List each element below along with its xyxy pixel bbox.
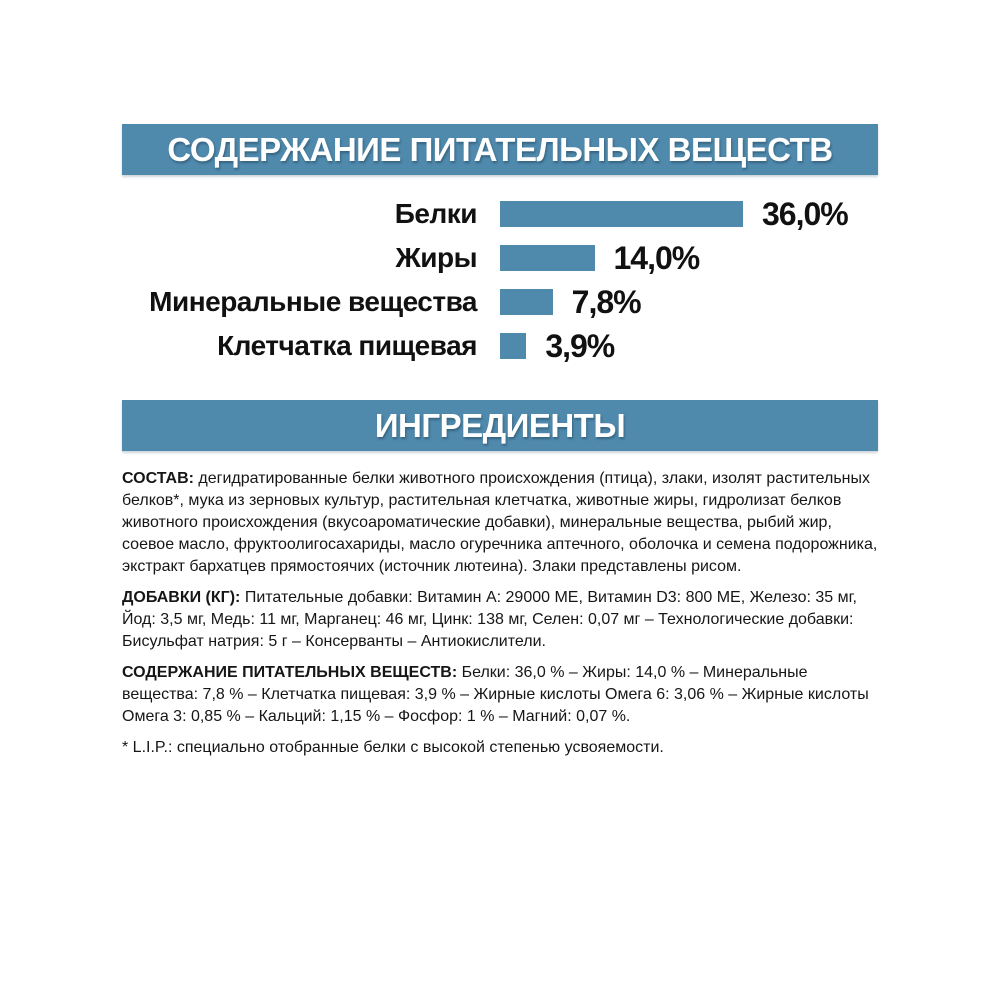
bar-value: 7,8% — [571, 283, 641, 320]
nutrients-section-header — [122, 124, 878, 175]
additives-body: Питательные добавки: Витамин A: 29000 МЕ, Витамин D3: 800 МЕ, Железо: 35 мг, Йод: 3,5 мг, Медь: 11 мг, Марганец: 46 мг, Цинк: 138 мг, Селен: 0,07 мг – Технологические добавки: Бисульфат натрия: 5 г – Консерванты – Антиокислители. — [122, 589, 857, 650]
ingredients-section-header — [122, 400, 878, 451]
bar-value: 36,0% — [762, 195, 848, 232]
lip-footnote — [122, 737, 878, 759]
bar-label: Белки — [394, 198, 477, 229]
bar-label: Минеральные вещества — [149, 286, 477, 317]
nutrient-bar-chart — [122, 192, 878, 368]
bar-label: Клетчатка пищевая — [217, 330, 477, 361]
composition-body: дегидратированные белки животного происхождения (птица), злаки, изолят растительных белков*, мука из зерновых культур, растительная клетчатка, животные жиры, гидролизат белков животного происхождения (вкусоароматические добавки), минеральные вещества, рыбий жир, соевое масло, фруктоолигосахариды, масло огуречника аптечного, оболочка и семена подорожника, экстракт бархатцев прямостоячих (источник лютеина). Злаки представлены рисом. — [122, 470, 878, 575]
chart-row-proteins — [122, 192, 878, 236]
bar-value: 14,0% — [613, 239, 700, 276]
additives-lead: ДОБАВКИ (КГ): — [122, 589, 241, 606]
chart-row-fiber — [122, 324, 878, 368]
lip-footnote-body: * L.I.P.: специально отобранные белки с высокой степенью усвояемости. — [122, 739, 664, 756]
chart-row-fats — [122, 236, 878, 280]
bar-minerals — [500, 289, 553, 315]
nutrient-content-body: Белки: 36,0 % – Жиры: 14,0 % – Минеральные вещества: 7,8 % – Клетчатка пищевая: 3,9 % – Жирные кислоты Омега 6: 3,06 % – Жирные кислоты Омега 3: 0,85 % – Кальций: 1,15 % – Фосфор: 1 % – Магний: 0,07 %. — [122, 664, 869, 725]
ingredients-section-title: ИНГРЕДИЕНТЫ — [374, 406, 626, 444]
bar-fats — [500, 245, 595, 271]
bar-value: 3,9% — [545, 327, 615, 364]
composition-paragraph — [122, 468, 878, 578]
bar-fiber — [500, 333, 526, 359]
nutrients-section-title: СОДЕРЖАНИЕ ПИТАТЕЛЬНЫХ ВЕЩЕСТВ — [167, 130, 833, 168]
bar-label: Жиры — [395, 242, 477, 273]
bar-proteins — [500, 201, 743, 227]
nutrient-content-paragraph — [122, 662, 878, 728]
nutrient-content-lead: СОДЕРЖАНИЕ ПИТАТЕЛЬНЫХ ВЕЩЕСТВ: — [122, 664, 458, 681]
chart-row-minerals — [122, 280, 878, 324]
composition-lead: СОСТАВ: — [122, 470, 194, 487]
additives-paragraph — [122, 587, 878, 653]
ingredients-text-block — [122, 451, 878, 759]
